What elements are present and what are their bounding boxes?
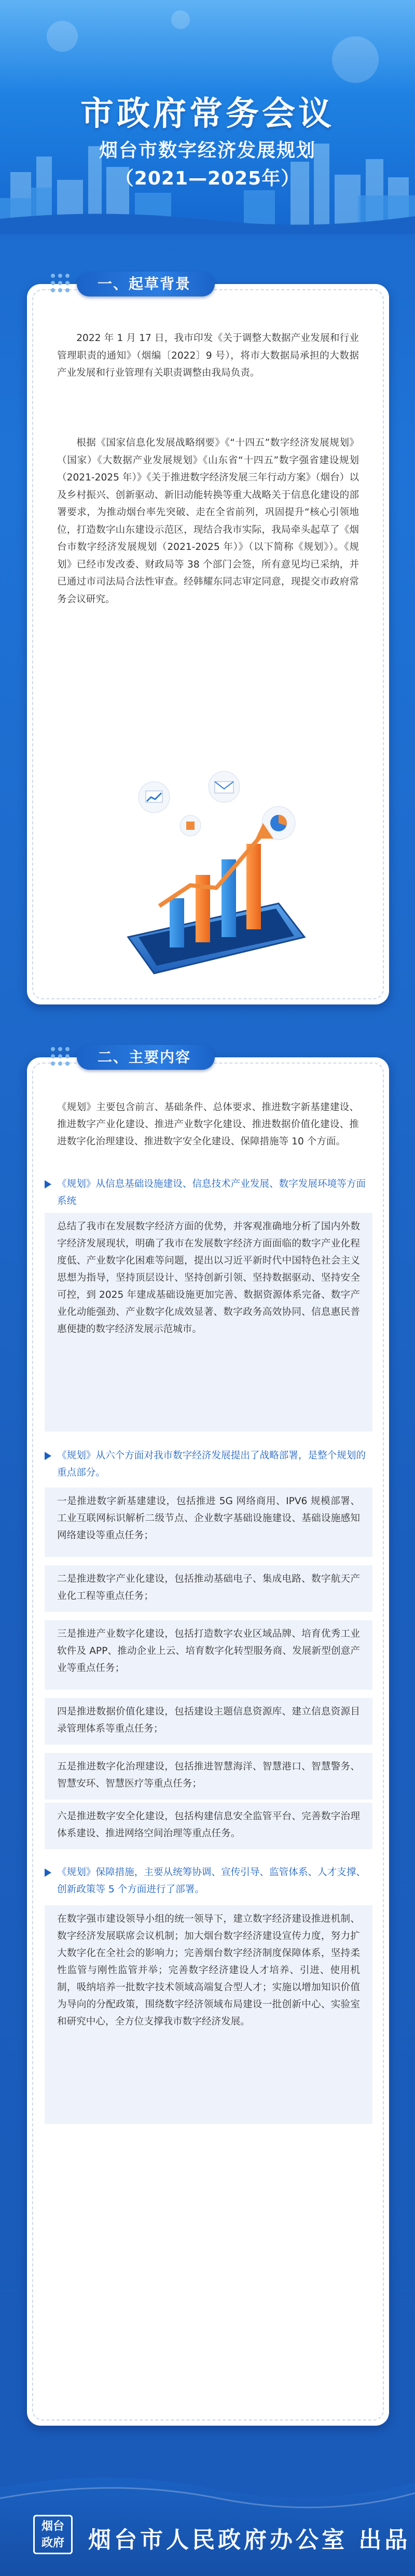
task-item: 四是推进数据价值化建设，包括建设主题信息资源库、建立信息资源目录管理体系等重点任务； bbox=[45, 1698, 372, 1745]
section-title: 二、主要内容 bbox=[77, 1045, 215, 1070]
decor-bubble bbox=[171, 10, 190, 29]
key-point bbox=[45, 1864, 372, 1898]
paragraph: 根据《国家信息化发展战略纲要》《“十四五”数字经济发展规划》（国家）《大数据产业发展规划》《山东省“十四五”数字强省建设规划（2021-2025 年）》《关于推进数字经济发展三年行动方案》（烟台）以及乡村振兴、创新驱动、新旧动能转换等重大战略关于信息化建设的部署要求，为推动烟台率先突破、走在全省前列，巩固提升“核心引领地位，打造数字山东建设示范区，现结合我市实际，我局牵头起草了《烟台市数字经济发展规划（2021-2025 年）》（以下简称《规划》）。《规划》已经市发改委、财政局等 38 个部门会签，所有意见均已采纳，并已通过市司法局合法性审查。经韩耀东同志审定同意，现提交市政府常务会议研究。 bbox=[57, 437, 359, 605]
page-subtitle-years: （2021—2025年） bbox=[115, 168, 300, 189]
triangle-bullet-icon bbox=[45, 1869, 51, 1877]
tablet-growth-chart-illustration bbox=[107, 766, 315, 984]
paragraph: 《规划》主要包含前言、基础条件、总体要求、推进数字新基建建设、推进数字产业化建设、推进产业数字化建设、推进数据价值化建设、推进数字化治理建设、推进数字安全化建设、保障措施等 10 个方面。 bbox=[57, 1102, 359, 1147]
background-card bbox=[27, 275, 389, 1004]
page-subtitle: 烟台市数字经济发展规划 bbox=[99, 140, 316, 161]
key-point-heading: 《规划》从六个方面对我市数字经济发展提出了战略部署，是整个规划的重点部分。 bbox=[45, 1447, 372, 1481]
section-header bbox=[48, 268, 203, 300]
decor-bubble bbox=[47, 21, 78, 52]
task-item: 三是推进产业数字化建设，包括打造数字农业区域品牌、培育优秀工业软件及 APP、推动企业上云、培育数字化转型服务商、发展新型创意产业等重点任务； bbox=[45, 1620, 372, 1690]
hero-banner bbox=[0, 0, 415, 234]
task-item: 五是推进数字化治理建设，包括推进智慧海洋、智慧港口、智慧警务、智慧安环、智慧医疗等重点任务； bbox=[45, 1753, 372, 1800]
key-point bbox=[45, 1176, 372, 1210]
gov-logo-icon: 烟台 政府 bbox=[33, 2515, 73, 2554]
main-content-card bbox=[27, 1049, 389, 2426]
triangle-bullet-icon bbox=[45, 1452, 51, 1460]
key-point bbox=[45, 1447, 372, 1481]
task-item: 六是推进数字安全化建设，包括构建信息安全监管平台、完善数字治理体系建设、推进网络空间治理等重点任务。 bbox=[45, 1803, 372, 1849]
section-header bbox=[48, 1042, 203, 1073]
page-title: 市政府常务会议 bbox=[80, 95, 335, 133]
decor-bubble bbox=[332, 36, 379, 83]
key-point-heading: 《规划》保障措施，主要从统筹协调、宣传引导、监管体系、人才支撑、创新政策等 5 个方面进行了部署。 bbox=[45, 1864, 372, 1898]
task-item: 二是推进数字产业化建设，包括推动基础电子、集成电路、数字航天产业化工程等重点任务； bbox=[45, 1565, 372, 1612]
publisher-label: 烟台市人民政府办公室 出品 bbox=[88, 2527, 411, 2553]
footer bbox=[0, 2467, 415, 2576]
section-title: 一、起草背景 bbox=[77, 272, 215, 296]
paragraph: 2022 年 1 月 17 日，我市印发《关于调整大数据产业发展和行业管理职责的通知》（烟编〔2022〕9 号），将市大数据局承担的大数据产业发展和行业管理有关职责调整由我局负责。 bbox=[57, 333, 359, 378]
key-point-body: 总结了我市在发展数字经济方面的优势，并客观准确地分析了国内外数字经济发展现状，明确了我市在发展数字经济方面面临的数字产业化程度低、产业数字化困难等问题，提出以习近平新时代中国特色社会主义思想为指导，坚持顶层设计、坚持创新引领、坚持数据驱动、坚持安全可控，到 2025 年建成基础设施更加完善、数据资源体系完备、数字产业化动能强劲、产业数字化成效显著、数字政务高效协同、信息惠民普惠便捷的数字经济发展示范城市。 bbox=[45, 1213, 372, 1432]
task-item: 一是推进数字新基建建设，包括推进 5G 网络商用、IPV6 规模部署、工业互联网标识解析二级节点、企业数字基础设施建设、基础设施感知网络建设等重点任务； bbox=[45, 1488, 372, 1557]
key-point-heading: 《规划》从信息基础设施建设、信息技术产业发展、数字发展环境等方面系统 bbox=[45, 1176, 372, 1210]
footer-wave-decor bbox=[0, 2467, 415, 2514]
key-point-body: 在数字强市建设领导小组的统一领导下，建立数字经济建设推进机制、数字经济发展联席会议机制；加大烟台数字经济建设宣传力度，努力扩大数字化在全社会的影响力；完善烟台数字经济制度保障体系，坚持柔性监管与刚性监管并举；完善数字经济建设人才培养、引进、使用机制，吸纳培养一批数字技术领域高端复合型人才；实施以增加知识价值为导向的分配政策，围绕数字经济领域布局建设一批创新中心、实验室和研究中心，全方位支撑我市数字经济发展。 bbox=[45, 1905, 372, 2124]
triangle-bullet-icon bbox=[45, 1180, 51, 1188]
